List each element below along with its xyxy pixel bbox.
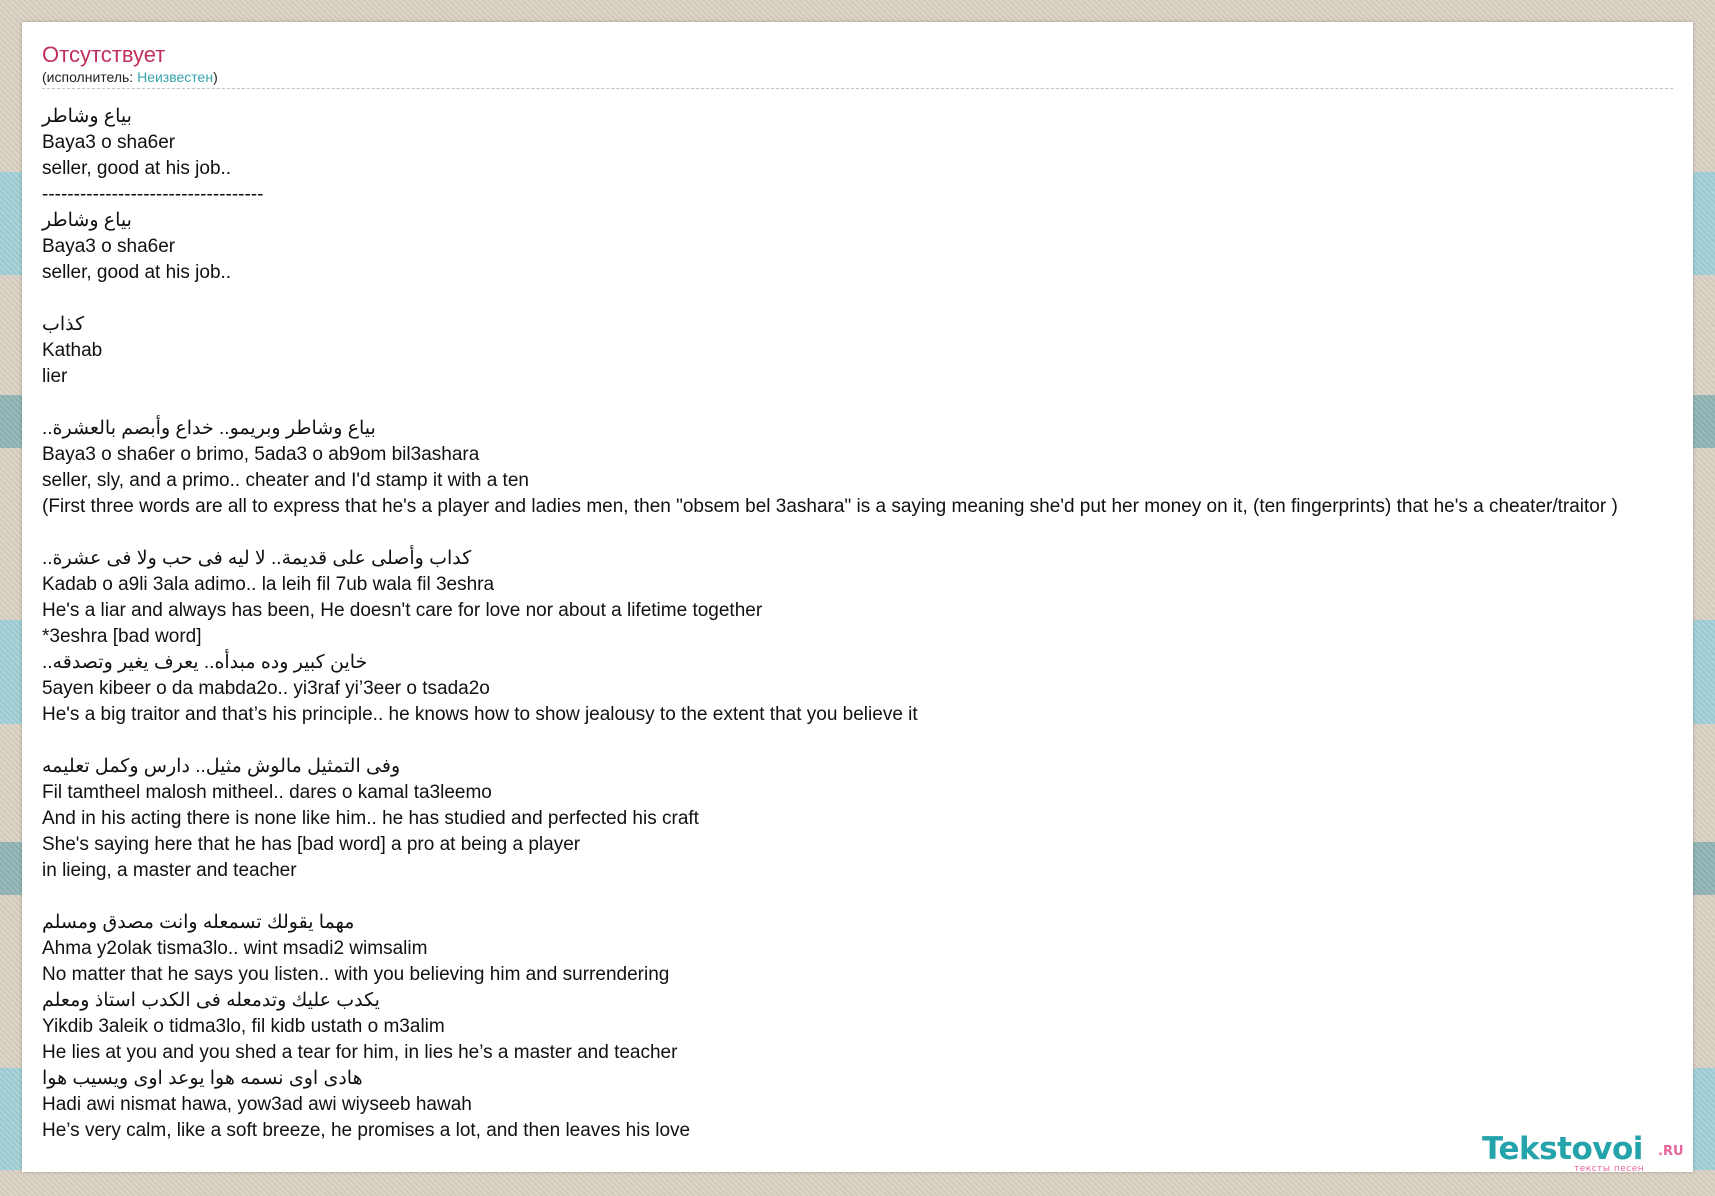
lyrics-line: And in his acting there is none like him.. he has studied and perfected his craft xyxy=(42,808,699,829)
logo-tagline: тексты песен xyxy=(1574,1164,1645,1174)
lyrics-line xyxy=(42,416,1693,442)
lyrics-arabic-text: هادى اوى نسمه هوا يوعد اوى ويسيب هوا xyxy=(42,1068,363,1089)
lyrics-line xyxy=(42,650,1693,676)
lyrics-blank-line xyxy=(42,520,1693,546)
lyrics-page xyxy=(22,22,1693,1172)
song-title: Отсутствует xyxy=(42,42,166,67)
lyrics-line: He's a liar and always has been, He doesn't care for love nor about a lifetime together xyxy=(42,600,763,621)
lyrics-line: He lies at you and you shed a tear for him, in lies he’s a master and teacher xyxy=(42,1042,678,1063)
lyrics-text xyxy=(42,104,1693,1144)
lyrics-line: Hadi awi nismat hawa, yow3ad awi wiyseeb hawah xyxy=(42,1094,472,1115)
lyrics-line: Baya3 o sha6er o brimo, 5ada3 o ab9om bil3ashara xyxy=(42,444,480,465)
lyrics-blank-line xyxy=(42,884,1693,910)
lyrics-arabic-text: بياع وشاطر xyxy=(42,106,132,127)
lyrics-line xyxy=(42,104,1693,130)
lyrics-line: No matter that he says you listen.. with you believing him and surrendering xyxy=(42,964,670,985)
lyrics-blank-line xyxy=(42,390,1693,416)
lyrics-line xyxy=(42,1066,1693,1092)
lyrics-line: in lieing, a master and teacher xyxy=(42,860,297,881)
lyrics-line xyxy=(42,208,1693,234)
lyrics-line: Ahma y2olak tisma3lo.. wint msadi2 wimsalim xyxy=(42,938,428,959)
lyrics-blank-line xyxy=(42,286,1693,312)
song-header xyxy=(42,42,1673,89)
performer-prefix: (исполнитель: xyxy=(42,69,138,85)
lyrics-line: Baya3 o sha6er xyxy=(42,132,176,153)
logo-tld: .RU xyxy=(1658,1144,1684,1159)
lyrics-line: Fil tamtheel malosh mitheel.. dares o kamal ta3leemo xyxy=(42,782,492,803)
lyrics-arabic-text: مهما يقولك تسمعله وانت مصدق ومسلم xyxy=(42,912,355,933)
lyrics-line xyxy=(42,754,1693,780)
lyrics-line xyxy=(42,988,1693,1014)
lyrics-line: (First three words are all to express that he's a player and ladies men, then "obsem bel 3ashara" is a saying meaning she'd put her money on it, (ten fingerprints) that he's a cheater/traitor ) xyxy=(42,496,1618,517)
lyrics-line: seller, good at his job.. xyxy=(42,262,232,283)
tekstovoi-logo[interactable] xyxy=(1482,1131,1684,1176)
lyrics-line xyxy=(42,910,1693,936)
lyrics-line: seller, sly, and a primo.. cheater and I'd stamp it with a ten xyxy=(42,470,529,491)
lyrics-arabic-text: بياع وشاطر وبريمو.. خداع وأبصم بالعشرة.. xyxy=(42,418,376,439)
lyrics-line: He’s very calm, like a soft breeze, he promises a lot, and then leaves his love xyxy=(42,1120,691,1141)
lyrics-arabic-text: خاين كبير وده مبدأه.. يعرف يغير وتصدقه.. xyxy=(42,652,368,673)
lyrics-line: *3eshra [bad word] xyxy=(42,626,202,647)
lyrics-line: She's saying here that he has [bad word] a pro at being a player xyxy=(42,834,581,855)
lyrics-line xyxy=(42,312,1693,338)
lyrics-blank-line xyxy=(42,728,1693,754)
lyrics-line: Kadab o a9li 3ala adimo.. la leih fil 7ub wala fil 3eshra xyxy=(42,574,495,595)
lyrics-line: lier xyxy=(42,366,68,387)
lyrics-line: 5ayen kibeer o da mabda2o.. yi3raf yi’3eer o tsada2o xyxy=(42,678,490,699)
logo-brand: Tekstovoi xyxy=(1482,1131,1643,1167)
lyrics-line: Yikdib 3aleik o tidma3lo, fil kidb ustath o m3alim xyxy=(42,1016,445,1037)
lyrics-arabic-text: وفى التمثيل مالوش مثيل.. دارس وكمل تعليمه xyxy=(42,756,401,777)
lyrics-arabic-text: بياع وشاطر xyxy=(42,210,132,231)
lyrics-arabic-text: كداب وأصلى على قديمة.. لا ليه فى حب ولا فى عشرة.. xyxy=(42,548,472,569)
lyrics-line: seller, good at his job.. xyxy=(42,158,232,179)
lyrics-line: Kathab xyxy=(42,340,103,361)
lyrics-line: ----------------------------------- xyxy=(42,184,264,205)
lyrics-line: He's a big traitor and that’s his principle.. he knows how to show jealousy to the extent that you believe it xyxy=(42,704,918,725)
lyrics-arabic-text: كذاب xyxy=(42,314,85,335)
lyrics-arabic-text: يكدب عليك وتدمعله فى الكدب استاذ ومعلم xyxy=(42,990,380,1011)
lyrics-line xyxy=(42,546,1693,572)
lyrics-line: Baya3 o sha6er xyxy=(42,236,176,257)
performer-line xyxy=(42,68,1673,86)
performer-link[interactable]: Неизвестен xyxy=(137,69,214,85)
performer-suffix: ) xyxy=(213,69,218,85)
